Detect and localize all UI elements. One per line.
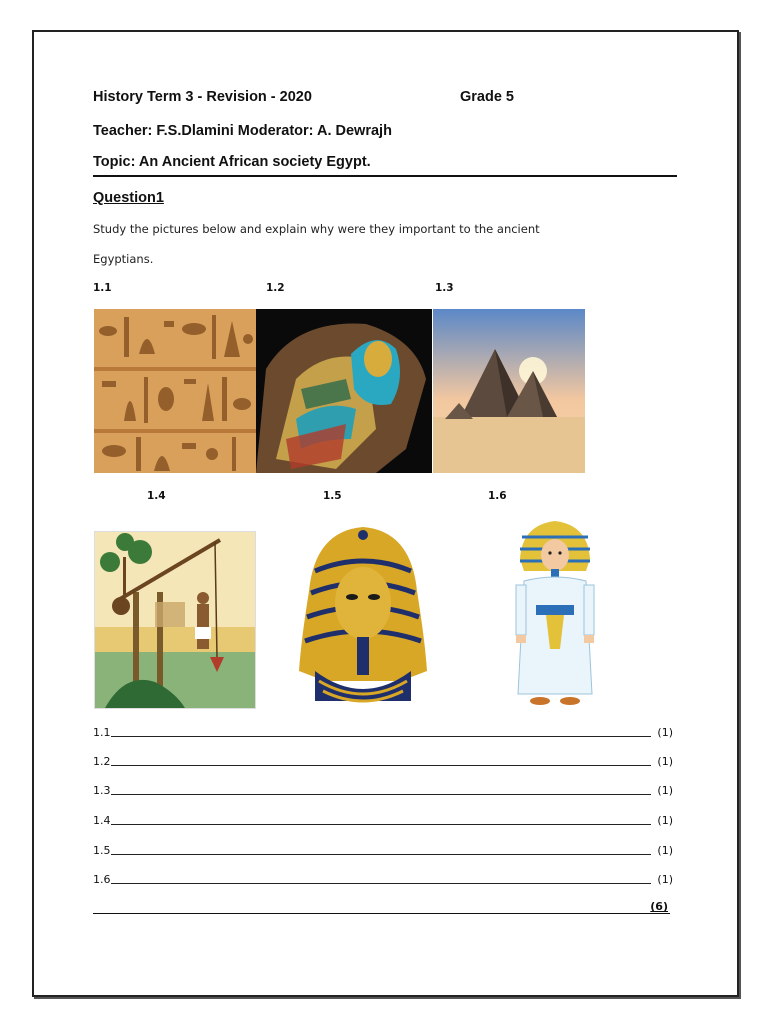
total-marks-row [93, 900, 670, 914]
answer-rule [111, 736, 651, 737]
header-rule [93, 175, 677, 177]
label-1-2: 1.2 [266, 282, 285, 294]
answer-number: 1.2 [93, 755, 111, 768]
answer-number: 1.3 [93, 784, 111, 797]
answer-mark: (1) [657, 726, 673, 739]
shaduf-image [94, 531, 256, 709]
pharaoh-image [510, 519, 600, 709]
tutankhamun-mask-image [295, 521, 431, 707]
total-marks: (6) [650, 900, 668, 913]
answer-mark: (1) [657, 814, 673, 827]
answer-mark: (1) [657, 755, 673, 768]
label-1-1: 1.1 [93, 282, 112, 294]
answer-number: 1.1 [93, 726, 111, 739]
answer-rule [111, 824, 651, 825]
answer-mark: (1) [657, 784, 673, 797]
label-1-5: 1.5 [323, 490, 342, 502]
answer-mark: (1) [657, 873, 673, 886]
pyramids-image [433, 309, 585, 473]
answer-number: 1.4 [93, 814, 111, 827]
answer-rule [111, 794, 651, 795]
label-1-6: 1.6 [488, 490, 507, 502]
topic-line: Topic: An Ancient African society Egypt. [93, 154, 371, 170]
answer-rule [111, 765, 651, 766]
answer-line[interactable] [93, 814, 673, 828]
answer-number: 1.5 [93, 844, 111, 857]
answer-line[interactable] [93, 755, 673, 769]
instruction-line-1: Study the pictures below and explain why were they important to the ancient [93, 222, 540, 236]
answer-line[interactable] [93, 726, 673, 740]
teacher-line: Teacher: F.S.Dlamini Moderator: A. Dewrajh [93, 123, 392, 139]
answer-line[interactable] [93, 844, 673, 858]
answer-line[interactable] [93, 784, 673, 798]
question-heading: Question1 [93, 190, 164, 206]
mummy-sarcophagus-image [256, 309, 432, 473]
label-1-3: 1.3 [435, 282, 454, 294]
hieroglyphics-image [94, 309, 256, 473]
answer-line[interactable] [93, 873, 673, 887]
label-1-4: 1.4 [147, 490, 166, 502]
instruction-line-2: Egyptians. [93, 252, 154, 266]
answer-number: 1.6 [93, 873, 111, 886]
worksheet-title: History Term 3 - Revision - 2020 [93, 89, 312, 105]
total-rule [93, 913, 670, 914]
grade-label: Grade 5 [460, 89, 514, 105]
answer-rule [111, 883, 651, 884]
answer-rule [111, 854, 651, 855]
answer-mark: (1) [657, 844, 673, 857]
